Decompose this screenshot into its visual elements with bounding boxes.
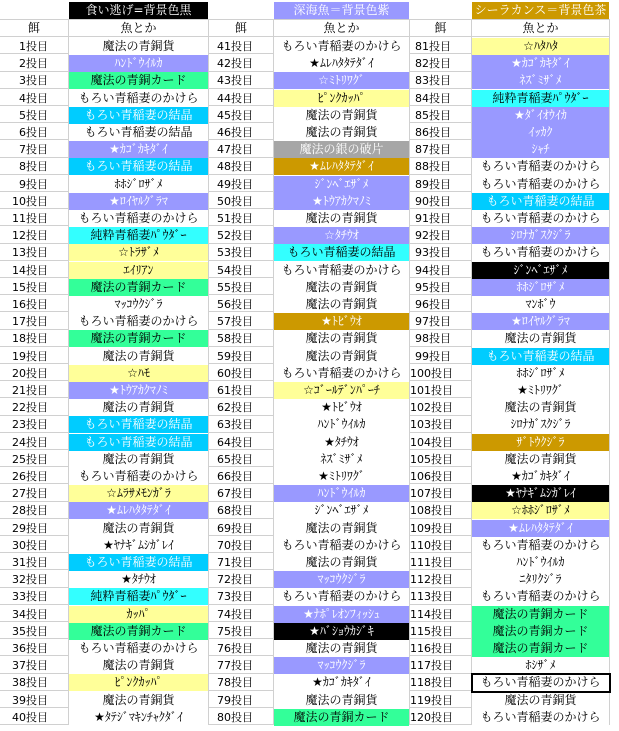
bait-cell[interactable]: 120投目	[410, 711, 453, 724]
bait-cell[interactable]: 81投目	[415, 40, 451, 53]
bait-cell[interactable]: 48投目	[217, 160, 253, 173]
fish-cell[interactable]: 魔法の青銅貨	[69, 348, 208, 365]
legend-label: 深海魚＝背景色紫	[274, 2, 409, 19]
fish-cell[interactable]: ★ﾑﾚﾊﾀﾀﾃﾀﾞｲ	[472, 520, 609, 537]
bait-cell[interactable]: 86投目	[415, 126, 451, 139]
selected-cell-outline[interactable]	[471, 673, 611, 693]
bait-cell[interactable]: 43投目	[217, 74, 253, 87]
fish-cell[interactable]: ｼﾞﾝﾍﾞｴｻﾞﾒ	[472, 262, 609, 279]
bait-cell[interactable]: 8投目	[19, 160, 48, 173]
bait-cell[interactable]: 4投目	[19, 92, 48, 105]
bait-cell[interactable]: 56投目	[217, 298, 253, 311]
bait-cell[interactable]: 107投目	[410, 487, 453, 500]
bait-cell[interactable]: 37投目	[12, 659, 48, 672]
fish-cell[interactable]: 魔法の青銅カード	[472, 623, 609, 640]
fish-cell[interactable]: もろい青稲妻の結晶	[69, 434, 208, 451]
bait-cell[interactable]: 62投目	[217, 401, 253, 414]
fish-cell[interactable]: 魔法の青銅貨	[274, 520, 409, 537]
fish-cell[interactable]: もろい青稲妻のかけら	[69, 468, 208, 485]
bait-cell[interactable]: 75投目	[217, 625, 253, 638]
fish-cell[interactable]: 魔法の青銅カード	[472, 640, 609, 657]
fish-cell[interactable]: もろい青稲妻のかけら	[274, 537, 409, 554]
fish-cell[interactable]: もろい青稲妻のかけら	[472, 588, 609, 605]
fish-cell[interactable]: ★ﾑﾚﾊﾀﾀﾃﾀﾞｲ	[274, 55, 409, 72]
bait-cell[interactable]: 33投目	[12, 590, 48, 603]
bait-cell[interactable]: 61投目	[217, 384, 253, 397]
fish-cell[interactable]: 魔法の青銅カード	[69, 330, 208, 347]
fish-cell[interactable]: ★ﾄｳｱｶｸﾏﾉﾐ	[69, 382, 208, 399]
bait-cell[interactable]: 69投目	[217, 522, 253, 535]
bait-cell[interactable]: 78投目	[217, 676, 253, 689]
fish-cell[interactable]: 純粋青稲妻ﾊﾟｳﾀﾞｰ	[472, 90, 609, 107]
col-header-fish: 魚とか	[120, 21, 157, 35]
bait-cell[interactable]: 96投目	[415, 298, 451, 311]
bait-cell[interactable]: 40投目	[12, 711, 48, 724]
fish-cell[interactable]: ﾈｽﾞﾐｻﾞﾒ	[274, 451, 409, 468]
bait-cell[interactable]: 85投目	[415, 109, 451, 122]
bait-cell[interactable]: 104投目	[410, 436, 453, 449]
fish-cell[interactable]: 魔法の青銅カード	[69, 279, 208, 296]
fish-cell[interactable]: もろい青稲妻の結晶	[69, 107, 208, 124]
fish-cell[interactable]: 魔法の青銅貨	[69, 657, 208, 674]
fish-cell[interactable]: ﾏｯｺｳｸｼﾞﾗ	[274, 571, 409, 588]
bait-cell[interactable]: 119投目	[410, 694, 453, 707]
bait-cell[interactable]: 103投目	[410, 418, 453, 431]
bait-cell[interactable]: 1投目	[19, 40, 48, 53]
fish-cell[interactable]: もろい青稲妻の結晶	[472, 348, 609, 365]
fish-cell[interactable]: もろい青稲妻のかけら	[274, 365, 409, 382]
bait-cell[interactable]: 30投目	[12, 539, 48, 552]
fish-cell[interactable]: 魔法の青銅貨	[69, 399, 208, 416]
fish-cell[interactable]: ★ｶｺﾞｶｷﾀﾞｲ	[274, 674, 409, 691]
fish-cell[interactable]: ﾏｯｺｳｸｼﾞﾗ	[69, 296, 208, 313]
fish-cell[interactable]: ﾊﾝﾄﾞｳｲﾙｶ	[69, 55, 208, 72]
bait-cell[interactable]: 13投目	[12, 246, 48, 259]
fish-cell[interactable]: ﾋﾟﾝｸｶｯﾊﾟ	[274, 90, 409, 107]
bait-cell[interactable]: 93投目	[415, 246, 451, 259]
fish-cell[interactable]: ☆ﾐﾄﾘﾜｸﾞ	[274, 72, 409, 89]
bait-cell[interactable]: 66投目	[217, 470, 253, 483]
fish-cell[interactable]: もろい青稲妻のかけら	[472, 244, 609, 261]
fish-cell[interactable]: ★ﾅﾎﾟﾚｵﾝﾌｨｯｼｭ	[274, 606, 409, 623]
fish-cell[interactable]: もろい青稲妻のかけら	[472, 158, 609, 175]
bait-cell[interactable]: 11投目	[12, 212, 48, 225]
fish-cell[interactable]: ﾈｽﾞﾐｻﾞﾒ	[472, 72, 609, 89]
fish-cell[interactable]: ★ﾀﾁｳｵ	[274, 434, 409, 451]
bait-cell[interactable]: 55投目	[217, 281, 253, 294]
bait-cell[interactable]: 71投目	[217, 556, 253, 569]
fish-cell[interactable]: ★ﾐﾄﾘﾜｸﾞ	[472, 382, 609, 399]
legend-label: 食い逃げ=背景色黒	[69, 2, 208, 19]
bait-cell[interactable]: 24投目	[12, 436, 48, 449]
fish-cell[interactable]: 純粋青稲妻ﾊﾟｳﾀﾞｰ	[69, 588, 208, 605]
fish-cell[interactable]: ☆ﾄﾗｻﾞﾒ	[69, 244, 208, 261]
bait-cell[interactable]: 76投目	[217, 642, 253, 655]
fish-cell[interactable]: もろい青稲妻のかけら	[472, 210, 609, 227]
fish-cell[interactable]: もろい青稲妻の結晶	[69, 124, 208, 141]
bait-cell[interactable]: 115投目	[410, 625, 453, 638]
fish-cell[interactable]: 魔法の青銅カード	[69, 623, 208, 640]
bait-cell[interactable]: 65投目	[217, 453, 253, 466]
fish-cell[interactable]: ｲｯｶｸ	[472, 124, 609, 141]
fish-cell[interactable]: ｼﾞﾝﾍﾞｴｻﾞﾒ	[274, 502, 409, 519]
fish-cell[interactable]: 魔法の青銅貨	[274, 554, 409, 571]
bait-cell[interactable]: 60投目	[217, 367, 253, 380]
fish-cell[interactable]: ☆ﾊﾀﾊﾀ	[472, 38, 609, 55]
bait-cell[interactable]: 111投目	[410, 556, 453, 569]
bait-cell[interactable]: 98投目	[415, 332, 451, 345]
fish-cell[interactable]: もろい青稲妻のかけら	[472, 537, 609, 554]
bait-cell[interactable]: 95投目	[415, 281, 451, 294]
fish-cell[interactable]: もろい青稲妻のかけら	[274, 38, 409, 55]
bait-cell[interactable]: 49投目	[217, 178, 253, 191]
bait-cell[interactable]: 112投目	[410, 573, 453, 586]
bait-cell[interactable]: 52投目	[217, 229, 253, 242]
fish-cell[interactable]: ★ﾔﾅｷﾞﾑｼｶﾞﾚｲ	[69, 537, 208, 554]
fish-cell[interactable]: もろい青稲妻の結晶	[472, 193, 609, 210]
bait-cell[interactable]: 82投目	[415, 57, 451, 70]
fish-cell[interactable]: 純粋青稲妻ﾊﾟｳﾀﾞｰ	[69, 227, 208, 244]
bait-cell[interactable]: 36投目	[12, 642, 48, 655]
fish-cell[interactable]: ★ｶｺﾞｶｷﾀﾞｲ	[69, 141, 208, 158]
fish-cell[interactable]: ★ﾔﾅｷﾞﾑｼｶﾞﾚｲ	[472, 485, 609, 502]
bait-cell[interactable]: 23投目	[12, 418, 48, 431]
bait-cell[interactable]: 68投目	[217, 504, 253, 517]
fish-cell[interactable]: 魔法の青銅貨	[274, 348, 409, 365]
bait-cell[interactable]: 83投目	[415, 74, 451, 87]
fish-cell[interactable]: 魔法の青銅貨	[472, 451, 609, 468]
col-header-bait: 餌	[27, 21, 40, 35]
fish-cell[interactable]: 魔法の青銅カード	[69, 72, 208, 89]
fish-cell[interactable]: 魔法の青銅貨	[69, 451, 208, 468]
bait-cell[interactable]: 44投目	[217, 92, 253, 105]
bait-cell[interactable]: 97投目	[415, 315, 451, 328]
bait-cell[interactable]: 70投目	[217, 539, 253, 552]
fish-cell[interactable]: ﾏｯｺｳｸｼﾞﾗ	[274, 657, 409, 674]
bait-cell[interactable]: 20投目	[12, 367, 48, 380]
bait-cell[interactable]: 7投目	[19, 143, 48, 156]
fish-cell[interactable]: 魔法の青銅貨	[274, 210, 409, 227]
bait-cell[interactable]: 10投目	[12, 195, 48, 208]
bait-cell[interactable]: 18投目	[12, 332, 48, 345]
bait-cell[interactable]: 94投目	[415, 264, 451, 277]
fish-cell[interactable]: ﾎｼｻﾞﾒ	[472, 657, 609, 674]
bait-cell[interactable]: 74投目	[217, 608, 253, 621]
bait-cell[interactable]: 22投目	[12, 401, 48, 414]
fish-cell[interactable]: ﾊﾝﾄﾞｳｲﾙｶ	[274, 485, 409, 502]
fish-cell[interactable]: ﾊﾝﾄﾞｳｲﾙｶ	[472, 554, 609, 571]
bait-cell[interactable]: 26投目	[12, 470, 48, 483]
fish-cell[interactable]: 魔法の青銅貨	[274, 330, 409, 347]
bait-cell[interactable]: 89投目	[415, 178, 451, 191]
fish-cell[interactable]: もろい青稲妻のかけら	[69, 90, 208, 107]
col-header-bait: 餌	[234, 21, 247, 35]
bait-cell[interactable]: 108投目	[410, 504, 453, 517]
bait-cell[interactable]: 58投目	[217, 332, 253, 345]
fish-cell[interactable]: ★ﾀﾁｳｵ	[69, 571, 208, 588]
fish-cell[interactable]: 魔法の青銅カード	[472, 606, 609, 623]
bait-cell[interactable]: 102投目	[410, 401, 453, 414]
bait-cell[interactable]: 9投目	[19, 178, 48, 191]
fish-cell[interactable]: ★ﾄﾋﾞｳｵ	[274, 399, 409, 416]
col-header-fish: 魚とか	[522, 21, 559, 35]
bait-cell[interactable]: 101投目	[410, 384, 453, 397]
fish-cell[interactable]: 魔法の青銅貨	[274, 692, 409, 709]
fish-cell[interactable]: ｻﾞﾄｳｸｼﾞﾗ	[472, 434, 609, 451]
bait-cell[interactable]: 109投目	[410, 522, 453, 535]
bait-cell[interactable]: 25投目	[12, 453, 48, 466]
fish-cell[interactable]: ★ﾑﾚﾊﾀﾀﾃﾀﾞｲ	[274, 158, 409, 175]
fish-cell[interactable]: ☆ﾊﾓ	[69, 365, 208, 382]
fish-cell[interactable]: ☆ﾎﾎｼﾞﾛｻﾞﾒ	[472, 502, 609, 519]
fish-cell[interactable]: もろい青稲妻のかけら	[69, 313, 208, 330]
fish-cell[interactable]: ﾎﾎｼﾞﾛｻﾞﾒ	[69, 176, 208, 193]
fish-cell[interactable]: ｴｲﾘｱﾝ	[69, 262, 208, 279]
bait-cell[interactable]: 72投目	[217, 573, 253, 586]
bait-cell[interactable]: 117投目	[410, 659, 453, 672]
bait-cell[interactable]: 42投目	[217, 57, 253, 70]
col-header-bait: 餌	[434, 21, 447, 35]
bait-cell[interactable]: 110投目	[410, 539, 453, 552]
bait-cell[interactable]: 38投目	[12, 676, 48, 689]
bait-cell[interactable]: 63投目	[217, 418, 253, 431]
fish-cell[interactable]: ★ﾑﾚﾊﾀﾀﾃﾀﾞｲ	[69, 502, 208, 519]
fish-cell[interactable]: 魔法の青銅貨	[69, 520, 208, 537]
fish-cell[interactable]: ﾆﾀﾘｸｼﾞﾗ	[472, 571, 609, 588]
fish-cell[interactable]: ｼﾞﾝﾍﾞｴｻﾞﾒ	[274, 176, 409, 193]
bait-cell[interactable]: 6投目	[19, 126, 48, 139]
fish-cell[interactable]: 魔法の青銅貨	[472, 692, 609, 709]
bait-cell[interactable]: 80投目	[217, 711, 253, 724]
fish-cell[interactable]: もろい青稲妻のかけら	[274, 588, 409, 605]
fish-cell[interactable]: ★ｶｺﾞｶｷﾀﾞｲ	[472, 468, 609, 485]
fish-cell[interactable]: ｼｬﾁ	[472, 141, 609, 158]
bait-cell[interactable]: 14投目	[12, 264, 48, 277]
bait-cell[interactable]: 15投目	[12, 281, 48, 294]
fish-cell[interactable]: ﾎﾎｼﾞﾛｻﾞﾒ	[472, 365, 609, 382]
bait-cell[interactable]: 67投目	[217, 487, 253, 500]
fish-cell[interactable]: 魔法の青銅貨	[274, 640, 409, 657]
bait-cell[interactable]: 16投目	[12, 298, 48, 311]
fish-cell[interactable]: もろい青稲妻のかけら	[472, 176, 609, 193]
fish-cell[interactable]: もろい青稲妻のかけら	[274, 262, 409, 279]
bait-cell[interactable]: 90投目	[415, 195, 451, 208]
fish-cell[interactable]: ★ﾐﾄﾘﾜｸﾞ	[274, 468, 409, 485]
grid-line-v	[609, 19, 610, 724]
bait-cell[interactable]: 57投目	[217, 315, 253, 328]
fish-cell[interactable]: もろい青稲妻の結晶	[69, 158, 208, 175]
bait-cell[interactable]: 50投目	[217, 195, 253, 208]
bait-cell[interactable]: 59投目	[217, 350, 253, 363]
fish-cell[interactable]: ☆ﾑﾗｻﾒﾓﾝｶﾞﾗ	[69, 485, 208, 502]
fish-cell[interactable]: もろい青稲妻の結晶	[69, 554, 208, 571]
bait-cell[interactable]: 2投目	[19, 57, 48, 70]
bait-cell[interactable]: 35投目	[12, 625, 48, 638]
bait-cell[interactable]: 73投目	[217, 590, 253, 603]
bait-cell[interactable]: 46投目	[217, 126, 253, 139]
bait-cell[interactable]: 5投目	[19, 109, 48, 122]
fish-cell[interactable]: ★ﾄﾋﾞｳｵ	[274, 313, 409, 330]
fish-cell[interactable]: ｼﾛﾅｶﾞｽｸｼﾞﾗ	[472, 227, 609, 244]
fish-cell[interactable]: ﾎﾎｼﾞﾛｻﾞﾒ	[472, 279, 609, 296]
fish-cell[interactable]: もろい青稲妻のかけら	[472, 709, 609, 726]
bait-cell[interactable]: 3投目	[19, 74, 48, 87]
fish-cell[interactable]: 魔法の青銅貨	[274, 107, 409, 124]
bait-cell[interactable]: 79投目	[217, 694, 253, 707]
bait-cell[interactable]: 91投目	[415, 212, 451, 225]
col-header-fish: 魚とか	[323, 21, 360, 35]
bait-cell[interactable]: 87投目	[415, 143, 451, 156]
fish-cell[interactable]: 魔法の青銅貨	[274, 279, 409, 296]
bait-cell[interactable]: 116投目	[410, 642, 453, 655]
fish-cell[interactable]: ﾊﾝﾄﾞｳｲﾙｶ	[274, 416, 409, 433]
bait-cell[interactable]: 106投目	[410, 470, 453, 483]
bait-cell[interactable]: 100投目	[410, 367, 453, 380]
bait-cell[interactable]: 12投目	[12, 229, 48, 242]
bait-cell[interactable]: 77投目	[217, 659, 253, 672]
bait-cell[interactable]: 28投目	[12, 504, 48, 517]
bait-cell[interactable]: 45投目	[217, 109, 253, 122]
bait-cell[interactable]: 118投目	[410, 676, 453, 689]
bait-cell[interactable]: 88投目	[415, 160, 451, 173]
bait-cell[interactable]: 51投目	[217, 212, 253, 225]
bait-cell[interactable]: 29投目	[12, 522, 48, 535]
fish-cell[interactable]: もろい青稲妻のかけら	[69, 640, 208, 657]
fish-cell[interactable]: ☆ﾀﾁｳｵ	[274, 227, 409, 244]
bait-cell[interactable]: 41投目	[217, 40, 253, 53]
bait-cell[interactable]: 39投目	[12, 694, 48, 707]
bait-cell[interactable]: 47投目	[217, 143, 253, 156]
bait-cell[interactable]: 92投目	[415, 229, 451, 242]
bait-cell[interactable]: 27投目	[12, 487, 48, 500]
bait-cell[interactable]: 114投目	[410, 608, 453, 621]
bait-cell[interactable]: 84投目	[415, 92, 451, 105]
bait-cell[interactable]: 19投目	[12, 350, 48, 363]
bait-cell[interactable]: 113投目	[410, 590, 453, 603]
fish-cell[interactable]: ★ﾄｳｱｶｸﾏﾉﾐ	[274, 193, 409, 210]
fish-cell[interactable]: ★ﾛｲﾔﾙｸﾞﾗﾏ	[69, 193, 208, 210]
bait-cell[interactable]: 99投目	[415, 350, 451, 363]
fish-cell[interactable]: ★ﾀﾃｼﾞﾏｷﾝﾁｬｸﾀﾞｲ	[69, 709, 208, 726]
fish-cell[interactable]: ﾋﾟﾝｸｶｯﾊﾟ	[69, 674, 208, 691]
fish-cell[interactable]: ☆ｺﾞｰﾙﾃﾞﾝﾊﾟｰﾁ	[274, 382, 409, 399]
fish-cell[interactable]: 魔法の青銅貨	[274, 124, 409, 141]
fish-cell[interactable]: 魔法の青銅カード	[274, 709, 409, 726]
bait-cell[interactable]: 17投目	[12, 315, 48, 328]
fish-cell[interactable]: 魔法の青銅貨	[69, 38, 208, 55]
fish-cell[interactable]: もろい青稲妻の結晶	[274, 244, 409, 261]
bait-cell[interactable]: 31投目	[12, 556, 48, 569]
fish-cell[interactable]: ★ｶｺﾞｶｷﾀﾞｲ	[472, 55, 609, 72]
bait-cell[interactable]: 21投目	[12, 384, 48, 397]
bait-cell[interactable]: 64投目	[217, 436, 253, 449]
fish-cell[interactable]: ｼﾛﾅｶﾞｽｸｼﾞﾗ	[472, 416, 609, 433]
fish-cell[interactable]: ｶｯﾊﾟ	[69, 606, 208, 623]
fish-cell[interactable]: ★ﾀﾞｲｵｳｲｶ	[472, 107, 609, 124]
fish-cell[interactable]: ﾏﾝﾎﾞｳ	[472, 296, 609, 313]
bait-cell[interactable]: 32投目	[12, 573, 48, 586]
fish-cell[interactable]: 魔法の青銅貨	[274, 296, 409, 313]
bait-cell[interactable]: 105投目	[410, 453, 453, 466]
fish-cell[interactable]: ★ﾛｲﾔﾙｸﾞﾗﾏ	[472, 313, 609, 330]
bait-cell[interactable]: 53投目	[217, 246, 253, 259]
fish-cell[interactable]: 魔法の青銅貨	[472, 399, 609, 416]
fish-cell[interactable]: 魔法の青銅貨	[69, 692, 208, 709]
legend-label: シーラカンス＝背景色茶	[472, 2, 609, 19]
fish-cell[interactable]: 魔法の青銅貨	[472, 330, 609, 347]
fish-cell[interactable]: もろい青稲妻の結晶	[69, 416, 208, 433]
fish-cell[interactable]: もろい青稲妻のかけら	[472, 674, 609, 691]
fish-cell[interactable]: もろい青稲妻のかけら	[69, 210, 208, 227]
bait-cell[interactable]: 54投目	[217, 264, 253, 277]
fish-cell[interactable]: ★ﾊﾞｼｮｳｶｼﾞｷ	[274, 623, 409, 640]
bait-cell[interactable]: 34投目	[12, 608, 48, 621]
fish-cell[interactable]: 魔法の銀の破片	[274, 141, 409, 158]
